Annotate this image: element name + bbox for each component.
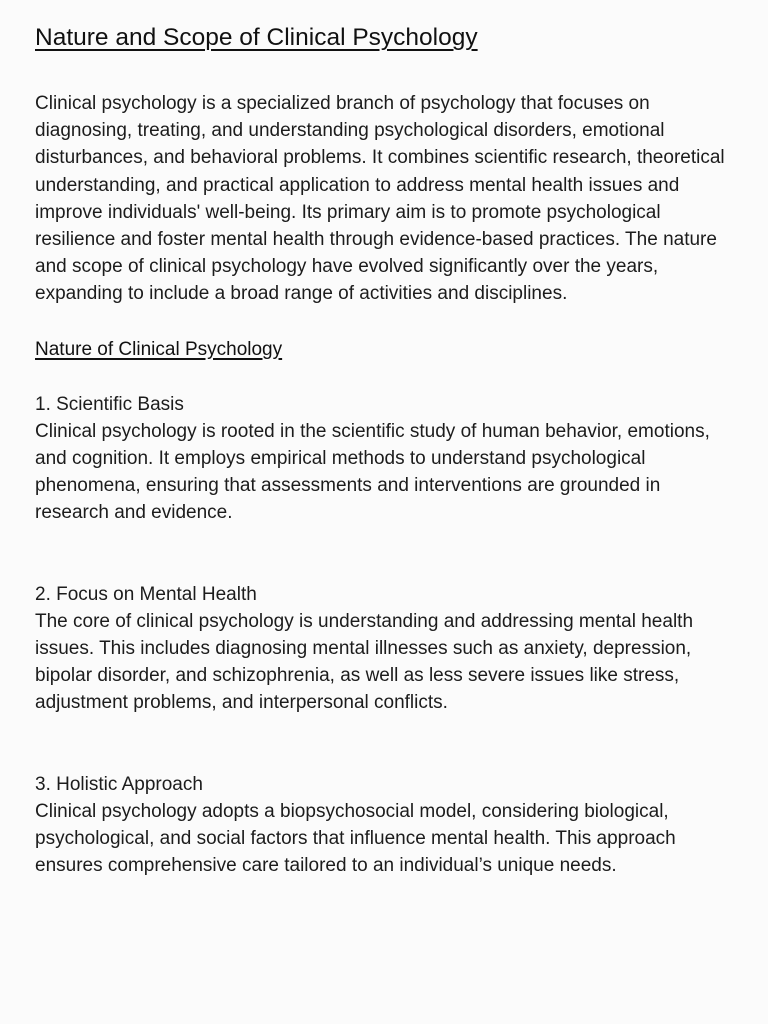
- point-body: Clinical psychology adopts a biopsychosocial model, considering biological, psychological, and social factors that influence mental health. This approach ensures comprehensive care tailored to an individual’s unique needs.: [35, 800, 676, 877]
- point-holistic-approach: [35, 771, 735, 880]
- document-title: Nature and Scope of Clinical Psychology: [35, 24, 478, 51]
- point-scientific-basis: [35, 391, 735, 527]
- section-heading: Nature of Clinical Psychology: [35, 338, 283, 360]
- point-focus-on-mental-health: [35, 581, 735, 717]
- intro-paragraph: Clinical psychology is a specialized branch of psychology that focuses on diagnosing, treating, and understanding psychological disorders, emotional disturbances, and behavioral problems. It combines scientific research, theoretical understanding, and practical application to address mental health issues and improve individuals' well-being. Its primary aim is to promote psychological resilience and foster mental health through evidence-based practices. The nature and scope of clinical psychology have evolved significantly over the years, expanding to include a broad range of activities and disciplines.: [35, 93, 725, 305]
- point-title: 3. Holistic Approach: [35, 773, 203, 795]
- point-body: Clinical psychology is rooted in the scientific study of human behavior, emotions, and cognition. It employs empirical methods to understand psychological phenomena, ensuring that assessments and interventions are grounded in research and evidence.: [35, 420, 710, 524]
- point-title: 1. Scientific Basis: [35, 393, 184, 415]
- point-body: The core of clinical psychology is understanding and addressing mental health issues. This includes diagnosing mental illnesses such as anxiety, depression, bipolar disorder, and schizophrenia, as well as less severe issues like stress, adjustment problems, and interpersonal conflicts.: [35, 610, 694, 714]
- point-title: 2. Focus on Mental Health: [35, 583, 257, 605]
